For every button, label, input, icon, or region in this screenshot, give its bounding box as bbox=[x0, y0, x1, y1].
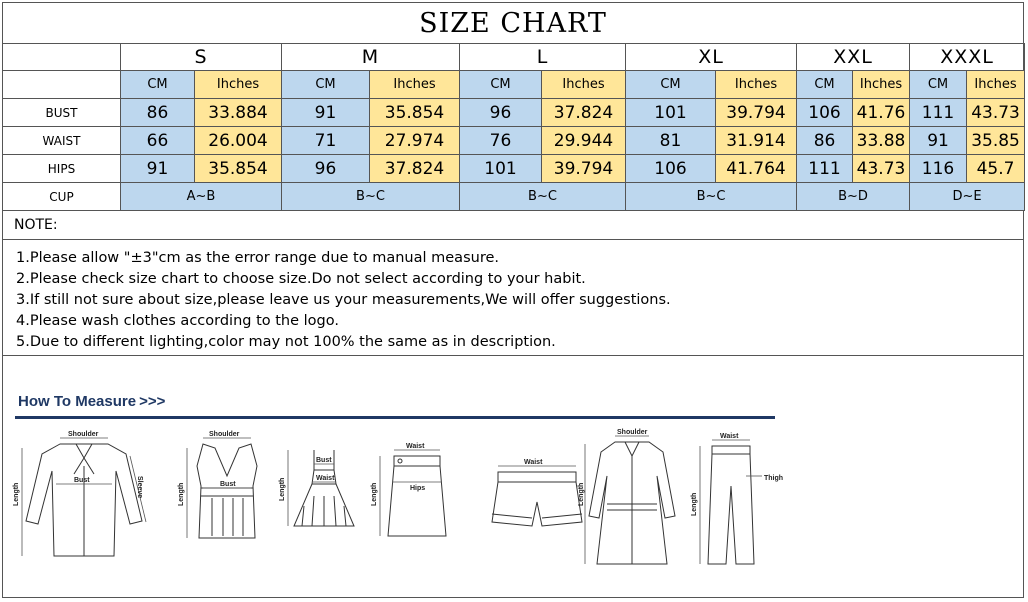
notes-list bbox=[2, 240, 1024, 356]
size-header-xl: XL bbox=[626, 44, 797, 71]
note-label: NOTE: bbox=[2, 211, 1024, 240]
table-row-bust bbox=[3, 99, 1025, 127]
cell-cm: 71 bbox=[282, 127, 370, 155]
shoulder-label: Shoulder bbox=[68, 431, 99, 438]
length-label: Length bbox=[13, 482, 20, 506]
cell-cm: 76 bbox=[460, 127, 542, 155]
cell-inches: 37.824 bbox=[370, 155, 460, 183]
cell-cm: 86 bbox=[121, 99, 195, 127]
cell-cm: 86 bbox=[797, 127, 853, 155]
bust-label: Bust bbox=[316, 457, 332, 464]
table-row-cup bbox=[3, 183, 1025, 211]
cup-value: B~C bbox=[460, 183, 626, 211]
measure-illustrations bbox=[12, 426, 792, 576]
cell-cm: 96 bbox=[460, 99, 542, 127]
shorts-figure bbox=[482, 426, 592, 571]
row-label-cup: CUP bbox=[3, 183, 121, 211]
cell-cm: 81 bbox=[626, 127, 716, 155]
corner-cell bbox=[3, 44, 121, 71]
note-item: 1.Please allow "±3"cm as the error range due to manual measure. bbox=[16, 250, 499, 266]
waist-label: Waist bbox=[316, 475, 335, 482]
length-label: Length bbox=[178, 482, 185, 506]
unit-cm: CM bbox=[121, 71, 195, 99]
unit-inches: Ihches bbox=[853, 71, 910, 99]
size-header-xxxl: XXXL bbox=[910, 44, 1025, 71]
shoulder-label: Shoulder bbox=[209, 431, 240, 438]
unit-inches: Ihches bbox=[542, 71, 626, 99]
cell-inches: 33.88 bbox=[853, 127, 910, 155]
row-label-waist: WAIST bbox=[3, 127, 121, 155]
size-chart-table bbox=[2, 43, 1025, 211]
unit-cm: CM bbox=[626, 71, 716, 99]
unit-inches: Ihches bbox=[195, 71, 282, 99]
length-label: Length bbox=[279, 477, 286, 501]
cup-value: B~C bbox=[282, 183, 460, 211]
unit-header-row bbox=[3, 71, 1025, 99]
size-header-l: L bbox=[460, 44, 626, 71]
cell-cm: 111 bbox=[910, 99, 967, 127]
note-item: 5.Due to different lighting,color may not 100% the same as in description. bbox=[16, 334, 556, 350]
cell-inches: 41.764 bbox=[716, 155, 797, 183]
cup-value: B~D bbox=[797, 183, 910, 211]
cell-inches: 45.7 bbox=[967, 155, 1025, 183]
shoulder-label: Shoulder bbox=[617, 429, 648, 436]
unit-cm: CM bbox=[282, 71, 370, 99]
heading-underline bbox=[15, 416, 775, 419]
unit-cm: CM bbox=[910, 71, 967, 99]
waist-label: Waist bbox=[720, 433, 739, 440]
how-to-measure-title: How To Measure bbox=[18, 393, 137, 410]
table-row-waist bbox=[3, 127, 1025, 155]
size-header-m: M bbox=[282, 44, 460, 71]
length-label: Length bbox=[691, 492, 698, 516]
cell-inches: 31.914 bbox=[716, 127, 797, 155]
cell-inches: 27.974 bbox=[370, 127, 460, 155]
cup-value: A~B bbox=[121, 183, 282, 211]
cell-inches: 43.73 bbox=[967, 99, 1025, 127]
cell-cm: 91 bbox=[121, 155, 195, 183]
cell-inches: 26.004 bbox=[195, 127, 282, 155]
waist-label: Waist bbox=[406, 443, 425, 450]
cell-cm: 91 bbox=[282, 99, 370, 127]
table-row-hips bbox=[3, 155, 1025, 183]
size-header-s: S bbox=[121, 44, 282, 71]
coat-figure bbox=[577, 426, 687, 571]
unit-inches: Ihches bbox=[370, 71, 460, 99]
blouse-figure bbox=[12, 426, 152, 571]
sleeve-label: Sleeve bbox=[136, 476, 143, 499]
cell-cm: 96 bbox=[282, 155, 370, 183]
length-label: Length bbox=[371, 482, 378, 506]
cell-inches: 35.85 bbox=[967, 127, 1025, 155]
note-item: 2.Please check size chart to choose size.Do not select according to your habit. bbox=[16, 271, 586, 287]
cell-inches: 35.854 bbox=[370, 99, 460, 127]
cell-cm: 111 bbox=[797, 155, 853, 183]
unit-cm: CM bbox=[460, 71, 542, 99]
row-label-hips: HIPS bbox=[3, 155, 121, 183]
cell-inches: 37.824 bbox=[542, 99, 626, 127]
how-to-measure-heading bbox=[18, 393, 165, 410]
note-item: 4.Please wash clothes according to the logo. bbox=[16, 313, 339, 329]
size-header-row bbox=[3, 44, 1025, 71]
dress-figure bbox=[274, 426, 374, 571]
cell-inches: 33.884 bbox=[195, 99, 282, 127]
cell-inches: 39.794 bbox=[542, 155, 626, 183]
cell-inches: 35.854 bbox=[195, 155, 282, 183]
arrows-icon: >>> bbox=[139, 393, 166, 410]
cell-inches: 43.73 bbox=[853, 155, 910, 183]
pants-figure bbox=[684, 426, 784, 571]
unit-inches: Ihches bbox=[716, 71, 797, 99]
cell-inches: 41.76 bbox=[853, 99, 910, 127]
hips-label: Hips bbox=[410, 485, 426, 492]
cell-inches: 29.944 bbox=[542, 127, 626, 155]
cell-inches: 39.794 bbox=[716, 99, 797, 127]
cup-value: B~C bbox=[626, 183, 797, 211]
bust-label: Bust bbox=[74, 477, 90, 484]
cell-cm: 101 bbox=[460, 155, 542, 183]
length-label: Length bbox=[578, 482, 585, 506]
cell-cm: 101 bbox=[626, 99, 716, 127]
cup-value: D~E bbox=[910, 183, 1025, 211]
waist-label: Waist bbox=[524, 459, 543, 466]
unit-cm: CM bbox=[797, 71, 853, 99]
unit-corner-cell bbox=[3, 71, 121, 99]
note-item: 3.If still not sure about size,please leave us your measurements,We will offer suggestions. bbox=[16, 292, 671, 308]
size-header-xxl: XXL bbox=[797, 44, 910, 71]
bust-label: Bust bbox=[220, 481, 236, 488]
skirt-figure bbox=[368, 426, 468, 571]
cell-cm: 91 bbox=[910, 127, 967, 155]
cell-cm: 66 bbox=[121, 127, 195, 155]
row-label-bust: BUST bbox=[3, 99, 121, 127]
cell-cm: 116 bbox=[910, 155, 967, 183]
cell-cm: 106 bbox=[626, 155, 716, 183]
unit-inches: Ihches bbox=[967, 71, 1025, 99]
thigh-label: Thigh bbox=[764, 475, 784, 482]
page-title: SIZE CHART bbox=[2, 2, 1024, 44]
vest-figure bbox=[167, 426, 277, 571]
cell-cm: 106 bbox=[797, 99, 853, 127]
